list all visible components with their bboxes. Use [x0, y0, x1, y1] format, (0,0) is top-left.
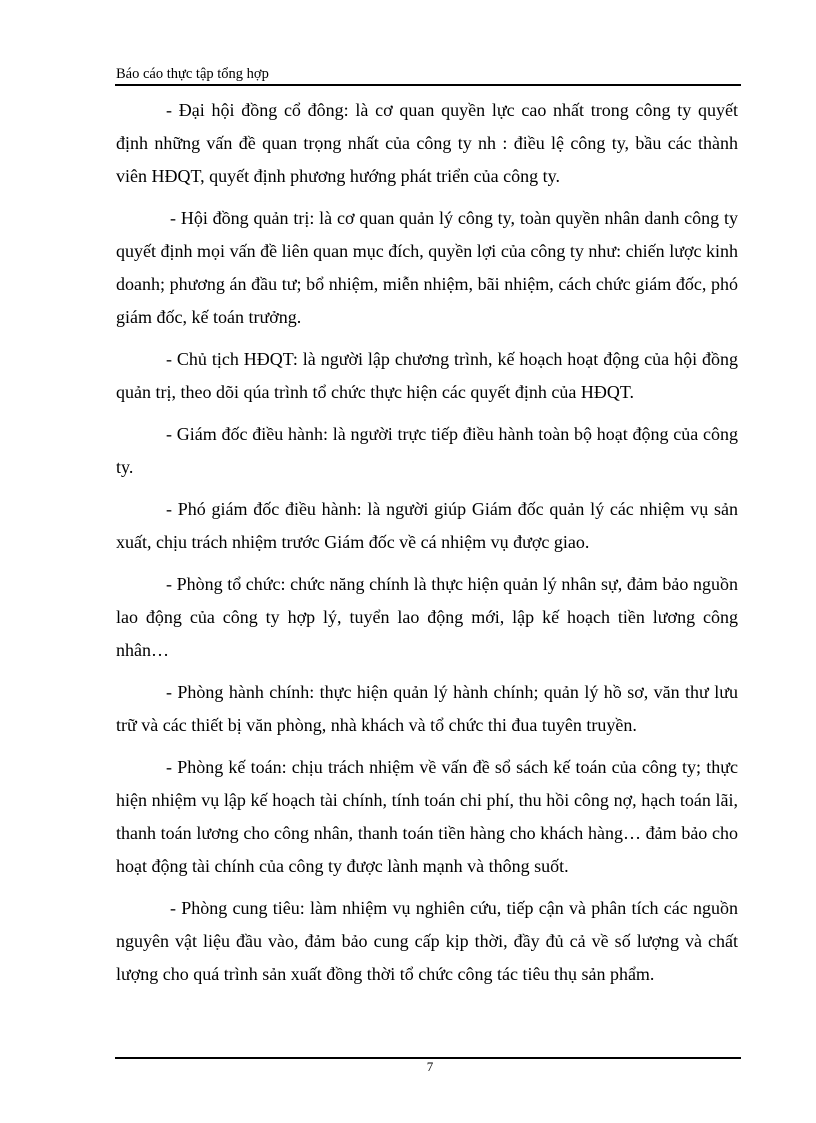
paragraph-phong-to-chuc: - Phòng tổ chức: chức năng chính là thực hiện quản lý nhân sự, đảm bảo nguồn lao động của công ty hợp lý, tuyển lao động mới, lập kế hoạch tiền lương công nhân… [116, 574, 738, 660]
paragraph-chu-tich-hdqt: - Chủ tịch HĐQT: là người lập chương trình, kế hoạch hoạt động của hội đồng quản trị, theo dõi qúa trình tổ chức thực hiện các quyết định của HĐQT. [116, 349, 738, 402]
paragraph-phong-ke-toan: - Phòng kế toán: chịu trách nhiệm về vấn đề sổ sách kế toán của công ty; thực hiện nhiệm vụ lập kế hoạch tài chính, tính toán chi phí, thu hồi công nợ, hạch toán lãi, thanh toán lương cho công nhân, thanh toán tiền hàng cho khách hàng… đảm bảo cho hoạt động tài chính của công ty được lành mạnh và thông suốt. [116, 757, 738, 876]
running-header: Báo cáo thực tập tổng hợp [116, 66, 269, 82]
document-body [116, 94, 738, 991]
paragraph-hoi-dong-quan-tri: - Hội đồng quản trị: là cơ quan quản lý công ty, toàn quyền nhân danh công ty quyết định mọi vấn đề liên quan mục đích, quyền lợi của công ty như: chiến lược kinh doanh; phương án đầu tư; bổ nhiệm, miễn nhiệm, bãi nhiệm, cách chức giám đốc, phó giám đốc, kế toán trưởng. [116, 208, 738, 327]
paragraph-phong-cung-tieu: - Phòng cung tiêu: làm nhiệm vụ nghiên cứu, tiếp cận và phân tích các nguồn nguyên vật liệu đầu vào, đảm bảo cung cấp kịp thời, đầy đủ cả về số lượng và chất lượng cho quá trình sản xuất đồng thời tổ chức công tác tiêu thụ sản phẩm. [116, 898, 738, 984]
page-number: 7 [426, 1059, 434, 1074]
paragraph-dai-hoi-dong-co-dong: - Đại hội đồng cổ đông: là cơ quan quyền lực cao nhất trong công ty quyết định những vấn đề quan trọng nhất của công ty nh : điều lệ công ty, bầu các thành viên HĐQT, quyết định phương hướng phát triển của công ty. [116, 100, 738, 186]
paragraph-phong-hanh-chinh: - Phòng hành chính: thực hiện quản lý hành chính; quản lý hồ sơ, văn thư lưu trữ và các thiết bị văn phòng, nhà khách và tổ chức thi đua tuyên truyền. [116, 682, 738, 735]
header-divider [115, 84, 741, 86]
paragraph-giam-doc-dieu-hanh: - Giám đốc điều hành: là người trực tiếp điều hành toàn bộ hoạt động của công ty. [116, 424, 738, 477]
paragraph-pho-giam-doc-dieu-hanh: - Phó giám đốc điều hành: là người giúp Giám đốc quản lý các nhiệm vụ sản xuất, chịu trách nhiệm trước Giám đốc về cá nhiệm vụ được giao. [116, 499, 738, 552]
